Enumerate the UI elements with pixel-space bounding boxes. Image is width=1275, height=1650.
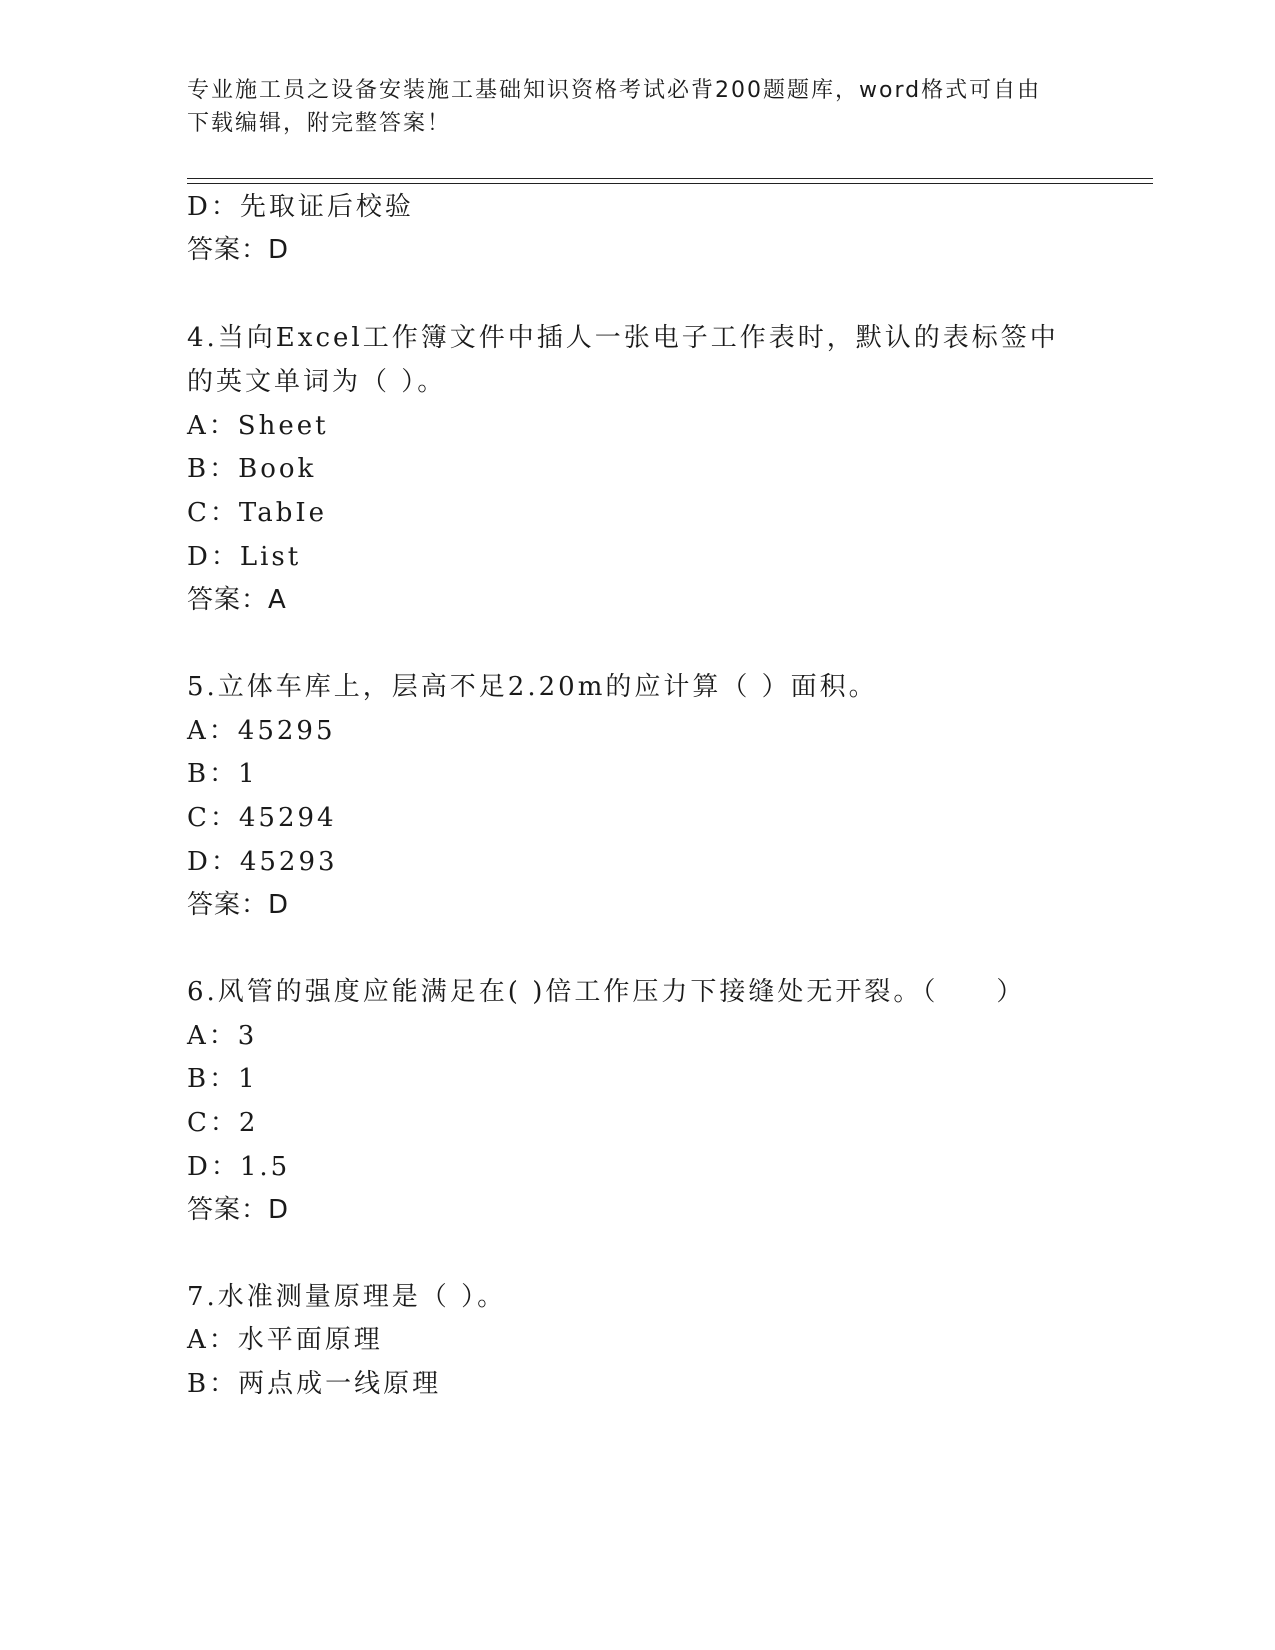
option-line: B：两点成一线原理 [187,1369,442,1399]
question-line: 的英文单词为（ ）。 [187,367,447,397]
answer-line: 答案：D [187,235,290,265]
question-line: 4.当向Excel工作簿文件中插人一张电子工作表时，默认的表标签中 [187,323,1059,353]
question-line: 7.水准测量原理是（ ）。 [187,1282,507,1312]
header-divider-bottom [187,183,1153,184]
answer-line: 答案：D [187,890,290,920]
option-line: D：先取证后校验 [187,192,414,222]
option-line: D：List [187,542,302,572]
option-line: B：1 [187,759,258,789]
header-divider-top [187,178,1153,179]
answer-line: 答案：D [187,1195,290,1225]
question-line: 5.立体车库上，层高不足2.20m的应计算（ ）面积。 [187,672,878,702]
option-line: A：水平面原理 [187,1325,383,1355]
option-line: A：Sheet [187,411,329,441]
option-line: A：45295 [187,716,336,746]
option-line: D：45293 [187,847,338,877]
answer-line: 答案：A [187,585,287,615]
header-line-1: 专业施工员之设备安装施工基础知识资格考试必背200题题库，word格式可自由 [187,78,1042,103]
option-line: C：TabIe [187,498,328,528]
document-header [187,74,1087,140]
question-line: 6.风管的强度应能满足在( )倍工作压力下接缝处无开裂。（ ） [187,977,1026,1007]
option-line: C：2 [187,1108,259,1138]
option-line: B：Book [187,454,317,484]
option-line: C：45294 [187,803,337,833]
header-line-2: 下载编辑，附完整答案！ [187,111,452,136]
option-line: A：3 [187,1021,258,1051]
option-line: D：1.5 [187,1152,291,1182]
option-line: B：1 [187,1064,258,1094]
